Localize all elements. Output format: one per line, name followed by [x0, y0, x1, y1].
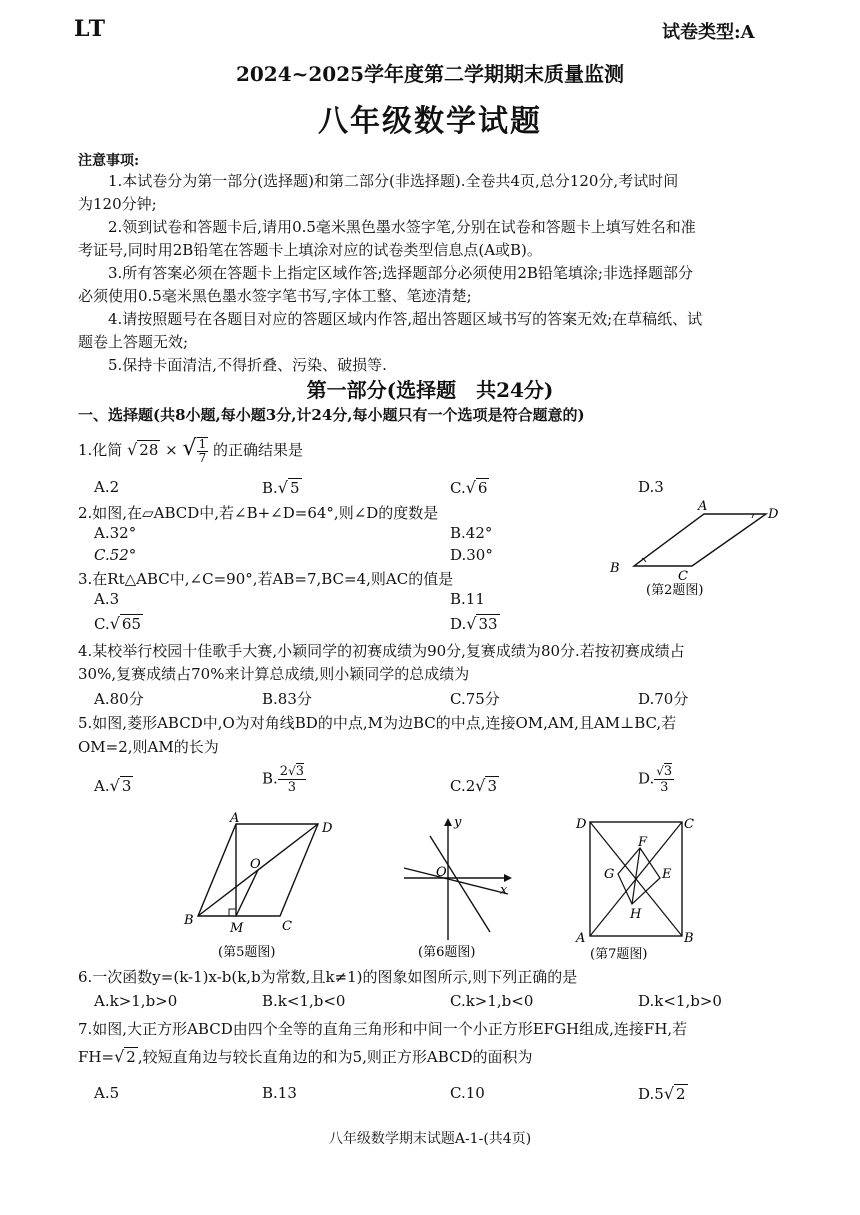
question-7-option-d[interactable]: D.5√ 2 — [638, 1084, 686, 1103]
question-5-stem-line-1: 5.如图,菱形ABCD中,O为对角线BD的中点,M为边BC的中点,连接OM,AM,且AM⊥BC,若 — [78, 714, 677, 732]
paper-type-label: 试卷类型:A — [662, 22, 755, 43]
question-3-stem: 3.在Rt△ABC中,∠C=90°,若AB=7,BC=4,则AC的值是 — [78, 570, 454, 588]
figure-7-caption: (第7题图) — [590, 947, 648, 962]
question-3-option-b[interactable]: B.11 — [450, 590, 485, 608]
question-2-option-a[interactable]: A.32° — [94, 524, 137, 542]
figure-7-label-f: F — [638, 835, 648, 850]
question-6-stem: 6.一次函数y=(k-1)x-b(k,b为常数,且k≠1)的图象如图所示,则下列正确的是 — [78, 968, 578, 986]
notice-item-5: 5.保持卡面清洁,不得折叠、污染、破损等. — [108, 356, 387, 374]
figure-6-caption: (第6题图) — [418, 945, 476, 960]
y-axis-arrow — [444, 818, 452, 826]
figure-5-label-d: D — [322, 821, 333, 836]
question-5-option-d[interactable]: D. $\frac{√3}{3}$ — [638, 764, 673, 795]
question-4-option-d[interactable]: D.70分 — [638, 690, 689, 708]
notice-heading: 注意事项: — [78, 153, 140, 169]
question-5-option-b[interactable]: B. $\frac{2√3}{3}$ — [262, 764, 305, 795]
sqrt-28: √ 28 — [127, 440, 159, 459]
figure-6-label-x: x — [500, 883, 508, 898]
question-4-stem-line-1: 4.某校举行校园十佳歌手大赛,小颖同学的初赛成绩为90分,复赛成绩为80分.若按初赛成绩占 — [78, 642, 685, 660]
figure-7-label-e: E — [662, 867, 672, 882]
page-footer: 八年级数学期末试题A-1-(共4页) — [328, 1131, 532, 1147]
question-1-option-d[interactable]: D.3 — [638, 478, 664, 496]
question-1-option-c[interactable]: C.√ 6 — [450, 478, 488, 497]
question-4-stem-line-2: 30%,复赛成绩占70%来计算总成绩,则小颖同学的总成绩为 — [78, 665, 470, 683]
question-3-option-a[interactable]: A.3 — [94, 590, 120, 608]
auxiliary-line — [430, 836, 490, 932]
right-angle-mark — [229, 909, 236, 916]
question-6-option-b[interactable]: B.k<1,b<0 — [262, 992, 346, 1010]
question-1-stem: 1.化简 √ 28 × √ $\frac{1}{7}$ 的正确结果是 — [78, 436, 303, 465]
figure-2-label-a: A — [698, 499, 708, 514]
notice-item-1-line-2: 为120分钟; — [78, 195, 157, 213]
notice-item-1-line-1: 1.本试卷分为第一部分(选择题)和第二部分(非选择题).全卷共4页,总分120分,考试时间 — [108, 172, 679, 190]
figure-7-label-a: A — [576, 931, 586, 946]
figure-5-label-a: A — [230, 812, 240, 826]
figure-2-parallelogram — [606, 496, 790, 608]
segment-om — [236, 870, 258, 916]
question-6-option-a[interactable]: A.k>1,b>0 — [94, 992, 178, 1010]
x-axis-arrow — [504, 874, 512, 882]
question-6-option-c[interactable]: C.k>1,b<0 — [450, 992, 534, 1010]
question-4-option-b[interactable]: B.83分 — [262, 690, 312, 708]
figure-2-label-c: C — [678, 569, 688, 584]
question-5-option-a[interactable]: A.√ 3 — [94, 776, 132, 795]
question-7-option-c[interactable]: C.10 — [450, 1084, 485, 1102]
exam-subtitle: 2024~2025学年度第二学期期末质量监测 — [235, 62, 625, 86]
exam-title: 八年级数学试题 — [318, 104, 542, 139]
figure-2-label-b: B — [610, 561, 620, 576]
figure-7-square — [568, 808, 708, 964]
section-title: 第一部分(选择题 共24分) — [306, 378, 554, 402]
figure-6-label-o: O — [436, 865, 447, 880]
question-4-option-c[interactable]: C.75分 — [450, 690, 500, 708]
parallelogram-abcd — [634, 514, 766, 566]
question-1-option-b[interactable]: B.√ 5 — [262, 478, 300, 497]
notice-item-3-line-2: 必须使用0.5毫米黑色墨水签字笔书写,字体工整、笔迹清楚; — [78, 287, 472, 305]
question-3-option-c[interactable]: C.√ 65 — [94, 614, 142, 633]
question-2-option-b[interactable]: B.42° — [450, 524, 493, 542]
question-1-option-a[interactable]: A.2 — [94, 478, 120, 496]
figure-6-label-y: y — [454, 815, 462, 830]
figure-5-caption: (第5题图) — [218, 945, 276, 960]
question-5-option-c[interactable]: C.2√ 3 — [450, 776, 498, 795]
figure-7-label-b: B — [684, 931, 694, 946]
figure-5-label-o: O — [250, 857, 261, 872]
question-2-stem: 2.如图,在▱ABCD中,若∠B+∠D=64°,则∠D的度数是 — [78, 504, 439, 522]
question-3-option-d[interactable]: D.√ 33 — [450, 614, 498, 633]
question-6-option-d[interactable]: D.k<1,b>0 — [638, 992, 722, 1010]
figure-5-label-m: M — [230, 921, 244, 936]
question-7-option-b[interactable]: B.13 — [262, 1084, 297, 1102]
question-7-stem-line-1: 7.如图,大正方形ABCD由四个全等的直角三角形和中间一个小正方形EFGH组成,连接FH,若 — [78, 1020, 688, 1038]
figure-2-caption: (第2题图) — [646, 583, 704, 598]
figure-7-label-h: H — [630, 907, 642, 922]
figure-5-rhombus — [172, 812, 358, 964]
function-line — [404, 868, 508, 894]
figure-7-label-d: D — [576, 817, 587, 832]
question-7-option-a[interactable]: A.5 — [94, 1084, 120, 1102]
notice-item-4-line-2: 题卷上答题无效; — [78, 333, 189, 351]
notice-item-3-line-1: 3.所有答案必须在答题卡上指定区域作答;选择题部分必须使用2B铅笔填涂;非选择题部分 — [108, 264, 693, 282]
question-5-stem-line-2: OM=2,则AM的长为 — [78, 738, 219, 756]
figure-7-label-g: G — [604, 867, 615, 882]
question-2-option-d[interactable]: D.30° — [450, 546, 493, 564]
question-7-stem-line-2: FH=√ 2 ,较短直角边与较长直角边的和为5,则正方形ABCD的面积为 — [78, 1047, 533, 1066]
figure-6-line-graph — [396, 812, 526, 964]
notice-item-4-line-1: 4.请按照题号在各题目对应的答题区域内作答,超出答题区域书写的答案无效;在草稿纸、试 — [108, 310, 703, 328]
figure-7-label-c: C — [684, 817, 694, 832]
sqrt-one-seventh: √ $\frac{1}{7}$ — [182, 436, 207, 465]
figure-5-label-c: C — [282, 919, 292, 934]
logo-text: LT — [74, 16, 107, 42]
section-instruction: 一、选择题(共8小题,每小题3分,计24分,每小题只有一个选项是符合题意的) — [78, 406, 585, 424]
question-2-option-c[interactable]: C.52° — [94, 546, 137, 564]
figure-5-label-b: B — [184, 913, 194, 928]
question-4-option-a[interactable]: A.80分 — [94, 690, 144, 708]
notice-item-2-line-2: 考证号,同时用2B铅笔在答题卡上填涂对应的试卷类型信息点(A或B)。 — [78, 241, 542, 259]
notice-item-2-line-1: 2.领到试卷和答题卡后,请用0.5毫米黑色墨水签字笔,分别在试卷和答题卡上填写姓名和准 — [108, 218, 696, 236]
figure-2-label-d: D — [768, 507, 779, 522]
